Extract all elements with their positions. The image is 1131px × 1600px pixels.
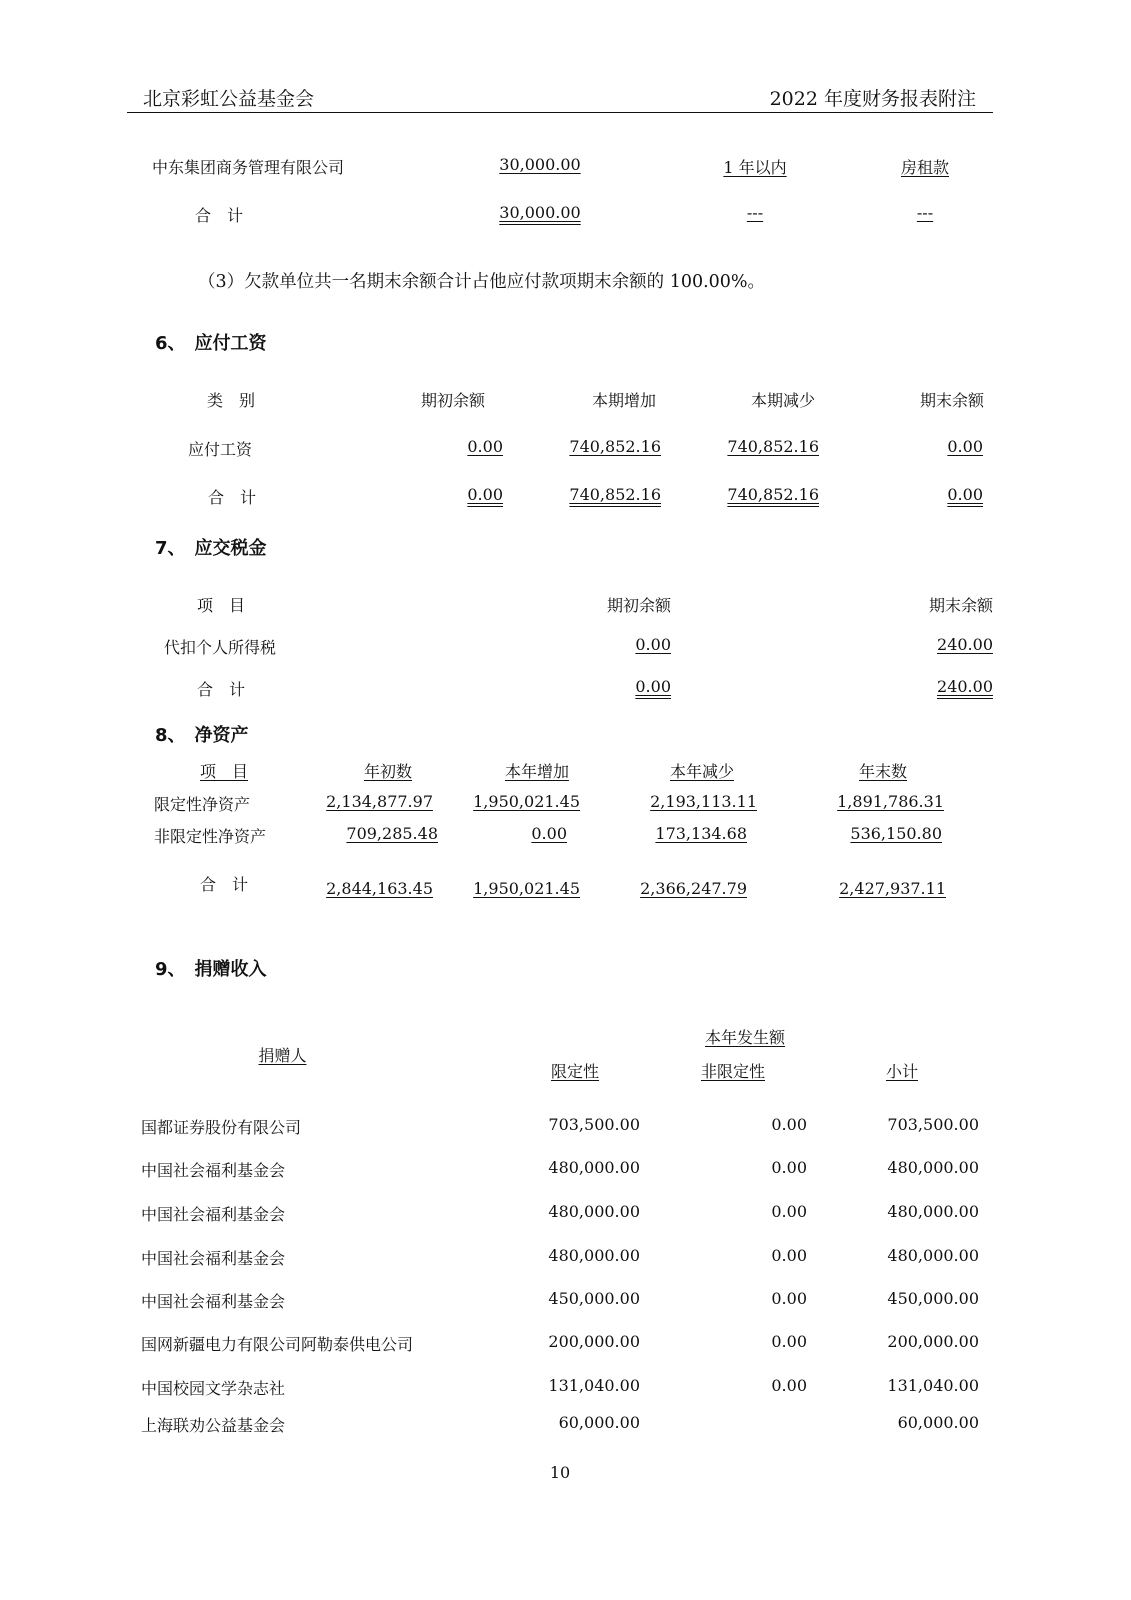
- sec8-total-label: 合 计: [200, 875, 249, 894]
- donor-row-2-unrestricted: 0.00: [771, 1158, 807, 1177]
- sec6-header-increase: 本期增加: [591, 391, 656, 410]
- payable-name: 中东集团商务管理有限公司: [152, 158, 345, 177]
- sec7-header-opening: 期初余额: [606, 596, 671, 615]
- sec6-total-decrease: 740,852.16: [727, 485, 819, 504]
- donor-row-4-restricted: 480,000.00: [548, 1246, 640, 1265]
- payable-age: 1 年以内: [723, 158, 787, 177]
- donor-row-2-name: 中国社会福利基金会: [141, 1161, 286, 1180]
- sec8-header-closing: 年末数: [858, 762, 907, 781]
- sec6-total-increase: 740,852.16: [569, 485, 661, 504]
- donor-row-8-restricted: 60,000.00: [558, 1413, 640, 1432]
- donor-row-3-restricted: 480,000.00: [548, 1202, 640, 1221]
- sec8-row1-opening: 2,134,877.97: [326, 792, 433, 811]
- sec7-header-closing: 期末余额: [928, 596, 993, 615]
- donor-row-5-unrestricted: 0.00: [771, 1289, 807, 1308]
- sec8-row2-closing: 536,150.80: [850, 824, 942, 843]
- sec6-header-decrease: 本期减少: [750, 391, 815, 410]
- sec6-total-opening: 0.00: [467, 485, 503, 504]
- sec7-row-opening: 0.00: [635, 635, 671, 654]
- sec8-row1-closing: 1,891,786.31: [837, 792, 944, 811]
- sec7-title: 7、 应交税金: [155, 538, 267, 559]
- donor-row-3-unrestricted: 0.00: [771, 1202, 807, 1221]
- donor-row-2-restricted: 480,000.00: [548, 1158, 640, 1177]
- donor-row-6-restricted: 200,000.00: [548, 1332, 640, 1351]
- sec8-row2-increase: 0.00: [531, 824, 567, 843]
- sec9-header-subtotal: 小计: [885, 1062, 918, 1081]
- sec8-title: 8、 净资产: [155, 725, 249, 746]
- donor-row-8-name: 上海联劝公益基金会: [141, 1416, 286, 1435]
- sec6-header-category: 类 别: [207, 391, 256, 410]
- payable-nature: 房租款: [900, 158, 949, 177]
- sec8-row2-opening: 709,285.48: [346, 824, 438, 843]
- sec7-total-closing: 240.00: [937, 677, 993, 696]
- sec6-row-label: 应付工资: [188, 440, 253, 459]
- sec8-total-opening: 2,844,163.45: [326, 879, 433, 898]
- sec9-header-unrestricted: 非限定性: [700, 1062, 765, 1081]
- sec8-total-closing: 2,427,937.11: [839, 879, 946, 898]
- payable-total-label: 合 计: [195, 206, 244, 225]
- donor-row-7-unrestricted: 0.00: [771, 1376, 807, 1395]
- donor-row-7-name: 中国校园文学杂志社: [141, 1379, 286, 1398]
- donor-row-6-unrestricted: 0.00: [771, 1332, 807, 1351]
- header-doc-title: 2022 年度财务报表附注: [769, 88, 976, 110]
- sec6-header-opening: 期初余额: [420, 391, 485, 410]
- sec8-header-increase: 本年增加: [504, 762, 569, 781]
- sec7-row-label: 代扣个人所得税: [164, 638, 277, 657]
- donor-row-7-restricted: 131,040.00: [548, 1376, 640, 1395]
- header-org: 北京彩虹公益基金会: [143, 88, 315, 110]
- sec7-total-label: 合 计: [197, 680, 246, 699]
- sec6-row-increase: 740,852.16: [569, 437, 661, 456]
- sec8-header-decrease: 本年减少: [669, 762, 734, 781]
- sec9-donor-header: 捐赠人: [258, 1046, 307, 1065]
- donor-row-5-restricted: 450,000.00: [548, 1289, 640, 1308]
- donor-row-5-name: 中国社会福利基金会: [141, 1292, 286, 1311]
- header-rule: [127, 112, 993, 113]
- payable-total-amount: 30,000.00: [499, 203, 581, 222]
- donor-row-8-subtotal: 60,000.00: [897, 1413, 979, 1432]
- sec6-row-opening: 0.00: [467, 437, 503, 456]
- donor-row-1-subtotal: 703,500.00: [887, 1115, 979, 1134]
- payable-note: （3）欠款单位共一名期末余额合计占他应付款项期末余额的 100.00%。: [198, 272, 766, 292]
- donor-row-1-restricted: 703,500.00: [548, 1115, 640, 1134]
- sec6-header-closing: 期末余额: [919, 391, 984, 410]
- sec8-row2-label: 非限定性净资产: [154, 827, 267, 846]
- donor-row-6-subtotal: 200,000.00: [887, 1332, 979, 1351]
- sec8-total-decrease: 2,366,247.79: [640, 879, 747, 898]
- sec9-header-restricted: 限定性: [550, 1062, 599, 1081]
- sec7-row-closing: 240.00: [937, 635, 993, 654]
- sec8-header-item: 项 目: [200, 762, 249, 781]
- donor-row-3-subtotal: 480,000.00: [887, 1202, 979, 1221]
- sec6-total-label: 合 计: [208, 488, 257, 507]
- donor-row-5-subtotal: 450,000.00: [887, 1289, 979, 1308]
- sec8-row2-decrease: 173,134.68: [655, 824, 747, 843]
- donor-row-4-unrestricted: 0.00: [771, 1246, 807, 1265]
- donor-row-1-unrestricted: 0.00: [771, 1115, 807, 1134]
- donor-row-3-name: 中国社会福利基金会: [141, 1205, 286, 1224]
- sec7-total-opening: 0.00: [635, 677, 671, 696]
- donor-row-7-subtotal: 131,040.00: [887, 1376, 979, 1395]
- donor-row-2-subtotal: 480,000.00: [887, 1158, 979, 1177]
- page-number: 10: [549, 1463, 571, 1482]
- sec9-group-header: 本年发生额: [704, 1028, 785, 1047]
- sec6-total-closing: 0.00: [947, 485, 983, 504]
- donor-row-4-name: 中国社会福利基金会: [141, 1249, 286, 1268]
- sec6-row-closing: 0.00: [947, 437, 983, 456]
- sec8-total-increase: 1,950,021.45: [473, 879, 580, 898]
- payable-total-age: ---: [746, 203, 764, 222]
- sec8-row1-label: 限定性净资产: [154, 795, 251, 814]
- sec8-row1-increase: 1,950,021.45: [473, 792, 580, 811]
- sec8-row1-decrease: 2,193,113.11: [650, 792, 757, 811]
- sec8-header-opening: 年初数: [363, 762, 412, 781]
- payable-total-nature: ---: [916, 203, 934, 222]
- sec6-title: 6、 应付工资: [155, 333, 267, 354]
- sec9-title: 9、 捐赠收入: [155, 959, 267, 980]
- donor-row-6-name: 国网新疆电力有限公司阿勒泰供电公司: [141, 1335, 414, 1354]
- donor-row-1-name: 国都证券股份有限公司: [141, 1118, 302, 1137]
- donor-row-4-subtotal: 480,000.00: [887, 1246, 979, 1265]
- sec6-row-decrease: 740,852.16: [727, 437, 819, 456]
- payable-amount: 30,000.00: [499, 155, 581, 174]
- sec7-header-item: 项 目: [197, 596, 246, 615]
